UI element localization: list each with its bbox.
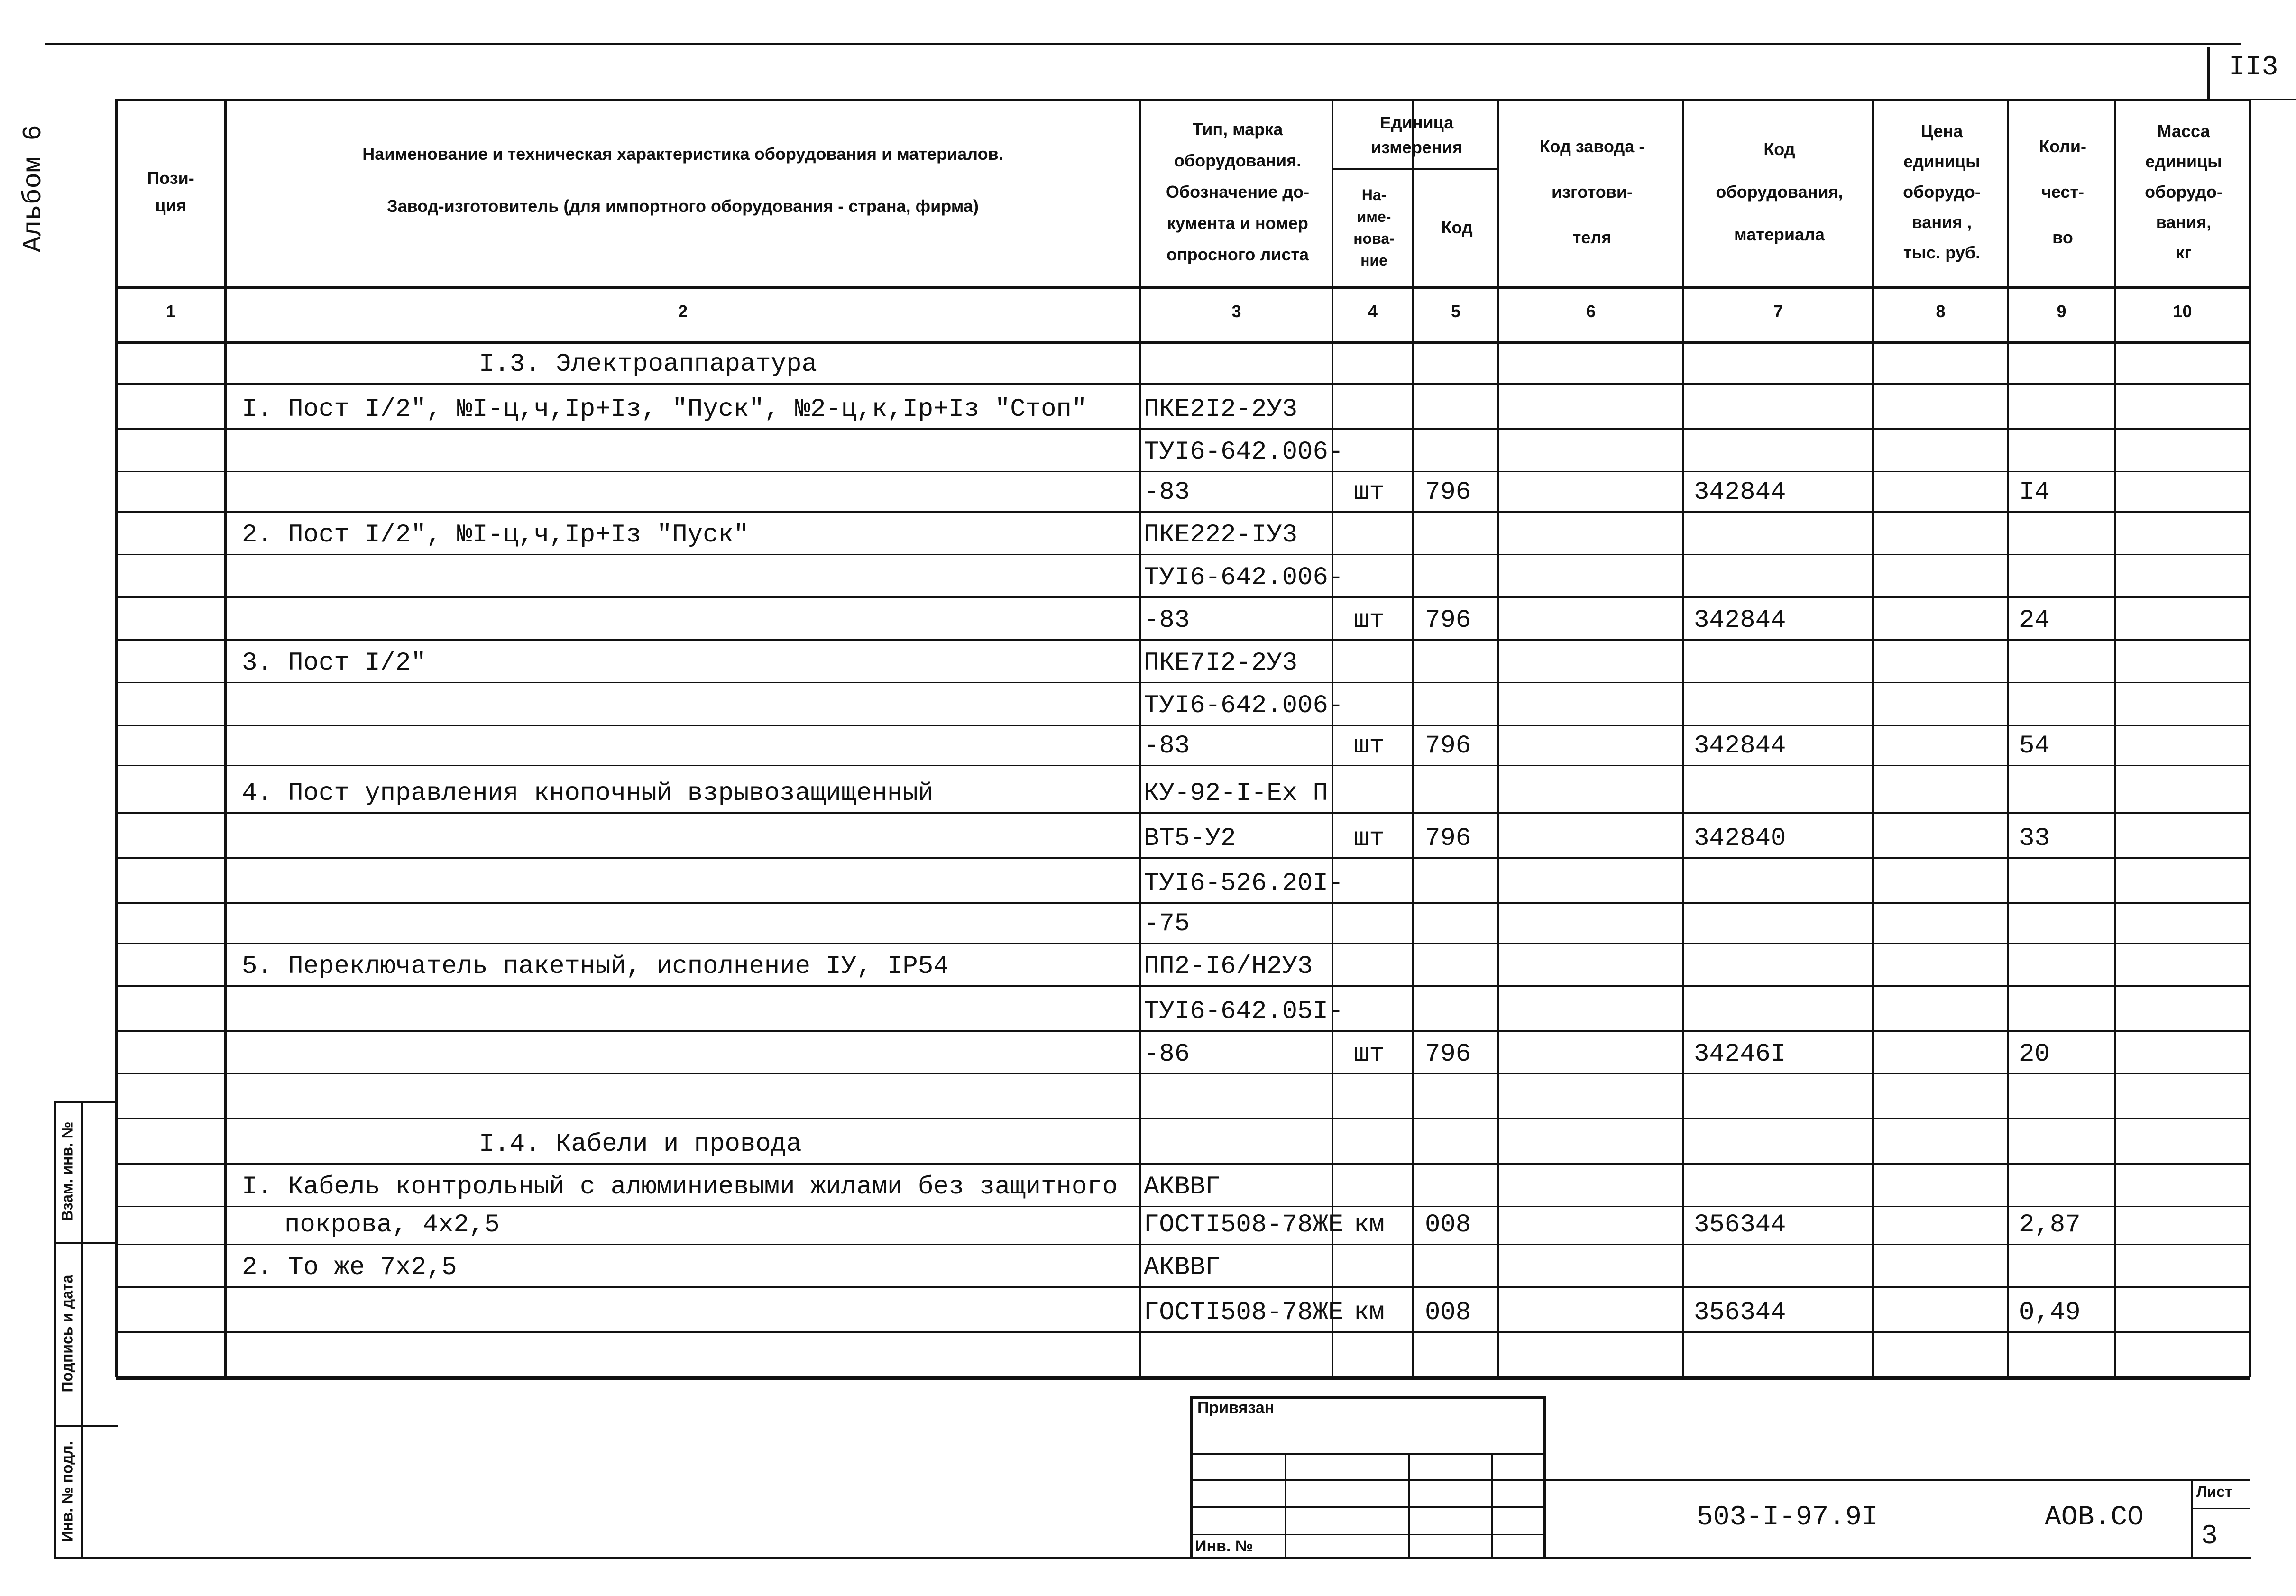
item-type: ПКЕ7I2-2У3 — [1144, 649, 1298, 678]
item-unit-code: 008 — [1425, 1211, 1471, 1239]
row-line — [116, 725, 2250, 726]
sheet-number-frame-left — [2207, 47, 2210, 100]
item-unit: шт — [1354, 1040, 1385, 1069]
item-type: ПКЕ222-IУ3 — [1144, 521, 1298, 550]
column-number: 4 — [1368, 302, 1378, 321]
item-type: ПКЕ2I2-2У3 — [1144, 395, 1298, 424]
item-type: ТУI6-642.006- — [1144, 691, 1344, 720]
item-type: ТУI6-526.20I- — [1144, 869, 1344, 898]
column-line — [1412, 99, 1414, 1377]
row-line — [116, 1331, 2250, 1333]
column-number: 9 — [2057, 302, 2066, 321]
album-label: Альбом 6 — [18, 125, 48, 252]
item-unit: шт — [1354, 606, 1385, 635]
item-quantity: 20 — [2019, 1040, 2050, 1069]
row-line — [116, 985, 2250, 987]
numbers-bottom-line — [116, 341, 2250, 344]
row-line — [116, 765, 2250, 766]
item-unit-code: 796 — [1425, 824, 1471, 853]
column-line — [1332, 99, 1333, 1377]
item-type: ТУI6-642.006- — [1144, 563, 1344, 592]
document-mark: АОВ.СО — [2045, 1502, 2144, 1533]
row-line — [116, 383, 2250, 385]
column-number: 1 — [165, 302, 176, 321]
column-number: 7 — [1773, 302, 1783, 321]
header-quantity: Коли- чест- во — [2039, 137, 2087, 247]
column-line — [1872, 99, 1874, 1377]
item-quantity: 2,87 — [2019, 1211, 2081, 1239]
sheet-number: II3 — [2229, 52, 2278, 83]
column-number: 3 — [1231, 302, 1241, 321]
item-name: I. Кабель контрольный с алюминиевыми жилами без защитного — [242, 1173, 1118, 1202]
header-position: Пози- ция — [147, 168, 194, 215]
privyazan-label: Привязан — [1197, 1399, 1275, 1417]
header-type: Тип, марка оборудования. Обозначение до- кумента и номер опросного листа — [1166, 119, 1310, 264]
item-type: -83 — [1144, 732, 1190, 761]
row-line — [116, 1244, 2250, 1245]
item-type: ГОСТI508-78ЖЕ — [1144, 1211, 1344, 1239]
item-name: 4. Пост управления кнопочный взрывозащищенный — [242, 779, 934, 808]
header-bottom-line — [116, 286, 2250, 289]
item-equipment-code: 34246I — [1694, 1040, 1786, 1069]
list-number: 3 — [2201, 1521, 2218, 1552]
header-factory-code: Код завода - изготови- теля — [1539, 137, 1645, 247]
row-line — [116, 1163, 2250, 1165]
column-number: 6 — [1586, 302, 1596, 321]
item-type: АКВВГ — [1144, 1173, 1221, 1202]
item-name: I.3. Электроаппаратура — [479, 350, 817, 379]
header-name: Наименование и техническая характеристика оборудования и материалов. Завод-изготовитель (для импортного оборудования - страна, фирма) — [362, 144, 1003, 216]
item-type: ГОСТI508-78ЖЕ — [1144, 1298, 1344, 1327]
list-label: Лист — [2196, 1483, 2232, 1500]
column-line — [115, 99, 118, 1377]
item-type: -86 — [1144, 1040, 1190, 1069]
item-equipment-code: 342840 — [1694, 824, 1786, 853]
item-unit: км — [1354, 1298, 1385, 1327]
row-line — [116, 1286, 2250, 1288]
header-equipment-code: Код оборудования, материала — [1716, 139, 1843, 244]
column-line — [1497, 99, 1499, 1377]
side-stamp-bottom — [54, 1557, 2251, 1559]
row-line — [116, 1073, 2250, 1074]
item-name: 5. Переключатель пакетный, исполнение IУ, IP54 — [242, 952, 949, 981]
row-line — [116, 639, 2250, 641]
item-type: ТУI6-642.006- — [1144, 438, 1344, 467]
item-unit: шт — [1354, 732, 1385, 761]
row-line — [116, 857, 2250, 859]
item-unit-code: 796 — [1425, 1040, 1471, 1069]
side-stamp-inv: Инв. № подл. — [58, 1441, 76, 1542]
column-line — [2007, 99, 2009, 1377]
side-stamp-left — [54, 1101, 56, 1559]
column-number: 2 — [678, 302, 688, 321]
header-unit-price: Цена единицы оборудо- вания , тыс. руб. — [1903, 121, 1981, 262]
row-line — [116, 902, 2250, 904]
item-type: АКВВГ — [1144, 1253, 1221, 1282]
item-type: ВТ5-У2 — [1144, 824, 1236, 853]
item-quantity: 24 — [2019, 606, 2050, 635]
header-unit-group: Единица измерения — [1371, 113, 1462, 157]
item-unit-code: 796 — [1425, 732, 1471, 761]
item-quantity: 54 — [2019, 732, 2050, 761]
item-equipment-code: 342844 — [1694, 606, 1786, 635]
item-name: 2. Пост I/2", №I-ц,ч,Ip+Iз "Пуск" — [242, 521, 749, 550]
column-line — [2114, 99, 2116, 1377]
item-type: КУ-92-I-Ex П — [1144, 779, 1328, 808]
item-type: -83 — [1144, 478, 1190, 507]
column-number: 5 — [1451, 302, 1461, 321]
document-code: 503-I-97.9I — [1697, 1502, 1878, 1533]
column-line — [2249, 99, 2251, 1377]
row-line — [116, 596, 2250, 598]
row-line — [116, 428, 2250, 430]
item-name: 2. То же 7х2,5 — [242, 1253, 457, 1282]
header-unit-code: Код — [1441, 218, 1473, 237]
item-unit: км — [1354, 1211, 1385, 1239]
item-name: покрова, 4х2,5 — [285, 1211, 500, 1239]
item-type: ПП2-I6/Н2У3 — [1144, 952, 1313, 981]
item-unit-code: 008 — [1425, 1298, 1471, 1327]
item-name: I. Пост I/2", №I-ц,ч,Ip+Iз, "Пуск", №2-ц,к,Ip+Iз "Стоп" — [242, 395, 1087, 424]
row-line — [116, 471, 2250, 472]
column-line — [224, 99, 227, 1377]
row-line — [116, 812, 2250, 814]
item-type: -75 — [1144, 909, 1190, 938]
item-equipment-code: 356344 — [1694, 1298, 1786, 1327]
item-quantity: 33 — [2019, 824, 2050, 853]
row-line — [116, 554, 2250, 555]
column-number: 8 — [1936, 302, 1946, 321]
row-line — [116, 1206, 2250, 1207]
item-equipment-code: 356344 — [1694, 1211, 1786, 1239]
row-line — [116, 943, 2250, 944]
item-quantity: I4 — [2019, 478, 2050, 507]
item-name: I.4. Кабели и провода — [479, 1130, 802, 1159]
inv-no-label: Инв. № — [1195, 1537, 1253, 1555]
row-line — [116, 511, 2250, 513]
side-stamp-zam: Взам. инв. № — [58, 1121, 76, 1221]
side-stamp-mid — [81, 1101, 83, 1559]
header-unit-name: На- име- нова- ние — [1353, 186, 1395, 269]
item-equipment-code: 342844 — [1694, 732, 1786, 761]
item-equipment-code: 342844 — [1694, 478, 1786, 507]
column-line — [1682, 99, 1684, 1377]
item-quantity: 0,49 — [2019, 1298, 2081, 1327]
row-line — [116, 1376, 2250, 1378]
side-stamp-sign: Подпись и дата — [58, 1275, 76, 1393]
row-line — [116, 682, 2250, 683]
item-type: -83 — [1144, 606, 1190, 635]
column-number: 10 — [2173, 302, 2192, 321]
item-unit-code: 796 — [1425, 478, 1471, 507]
item-unit-code: 796 — [1425, 606, 1471, 635]
top-rule — [45, 43, 2241, 45]
row-line — [116, 1118, 2250, 1119]
header-mass: Масса единицы оборудо- вания, кг — [2145, 121, 2223, 262]
column-line — [1139, 99, 1141, 1377]
item-type: ТУI6-642.05I- — [1144, 997, 1344, 1026]
row-line — [116, 1030, 2250, 1032]
item-unit: шт — [1354, 824, 1385, 853]
item-unit: шт — [1354, 478, 1385, 507]
item-name: 3. Пост I/2" — [242, 649, 426, 678]
